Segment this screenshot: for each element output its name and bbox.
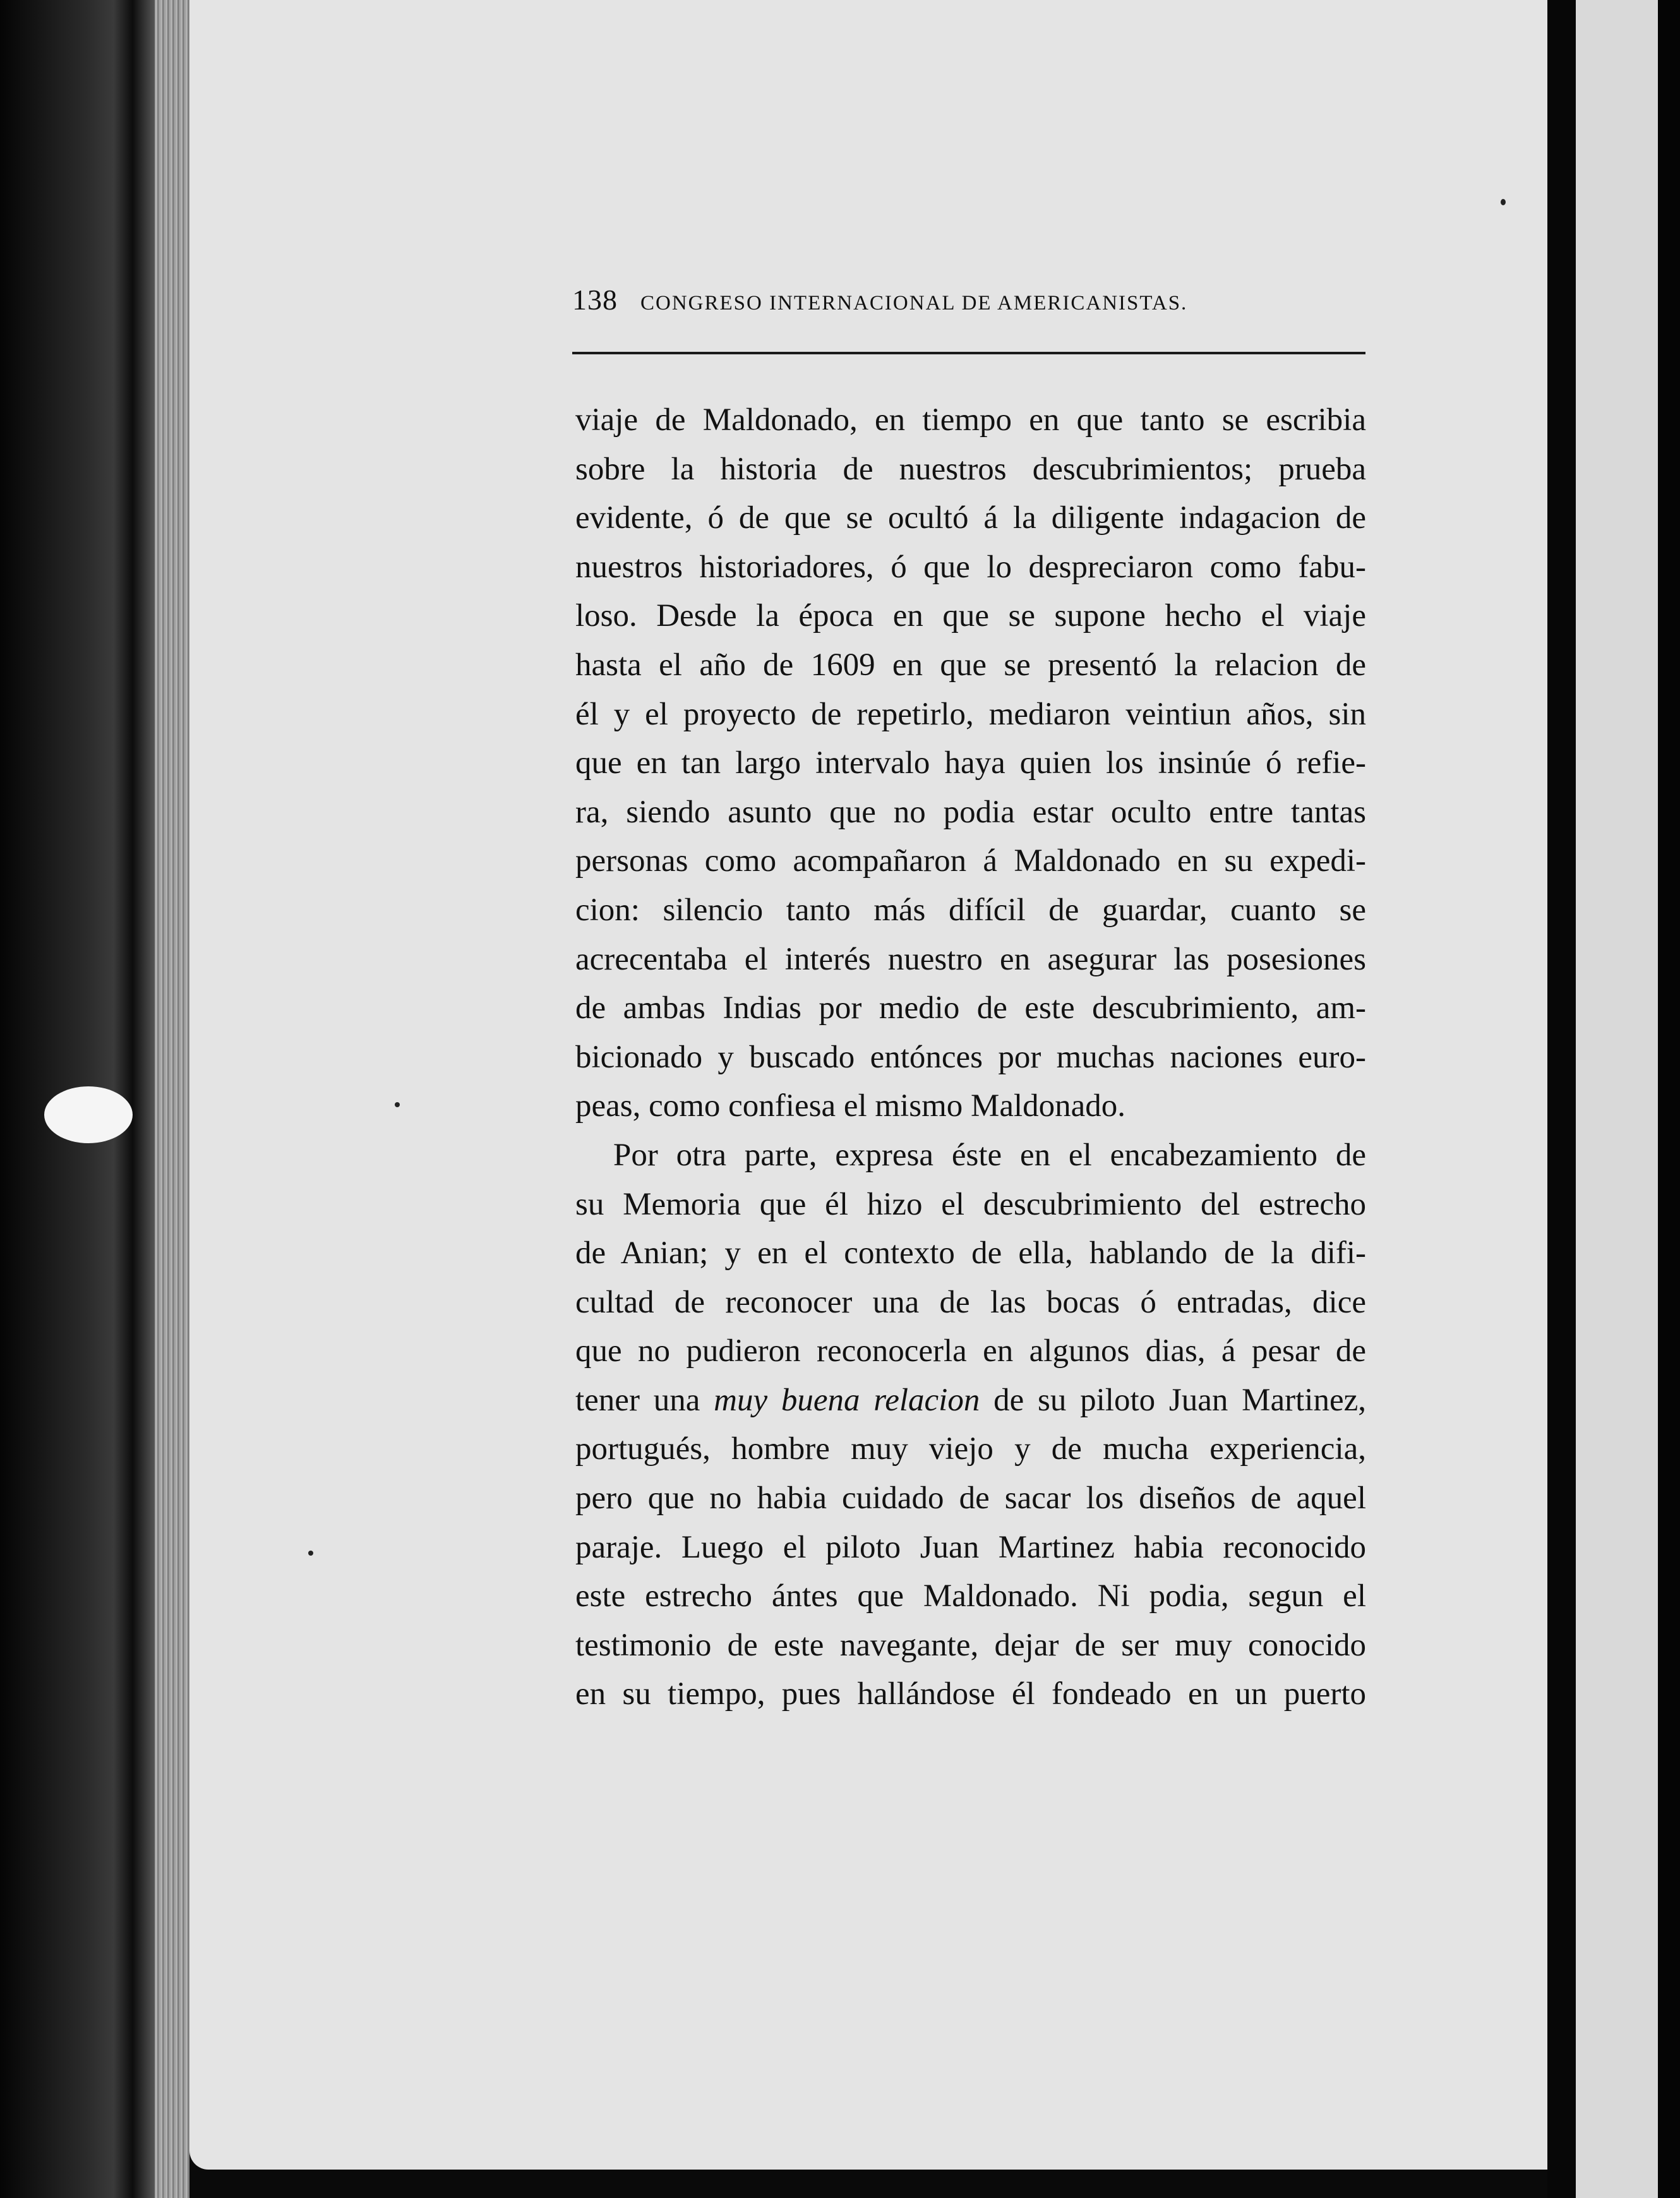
text-line: él y el proyecto de repetirlo, mediaron veintiun años, sin bbox=[575, 696, 1366, 732]
text-line: cultad de reconocer una de las bocas ó entradas, dice bbox=[575, 1284, 1366, 1320]
ink-speck bbox=[1501, 199, 1506, 205]
text-line: testimonio de este navegante, dejar de ser muy conocido bbox=[575, 1627, 1366, 1663]
body-text bbox=[575, 396, 1366, 1719]
running-title: CONGRESO INTERNACIONAL DE AMERICANISTAS. bbox=[640, 292, 1188, 315]
italic-phrase: muy buena relacion bbox=[714, 1382, 980, 1418]
bottom-shadow bbox=[189, 2170, 1547, 2198]
paragraph-start-line: Por otra parte, expresa éste en el encabezamiento de bbox=[613, 1137, 1366, 1173]
text-line: viaje de Maldonado, en tiempo en que tanto se escribia bbox=[575, 402, 1366, 438]
text-line: pero que no habia cuidado de sacar los diseños de aquel bbox=[575, 1480, 1366, 1516]
paper-damage-mark bbox=[44, 1086, 133, 1143]
text-line-mixed bbox=[575, 1376, 1366, 1426]
page-number: 138 bbox=[572, 284, 618, 316]
text-line: personas como acompañaron á Maldonado en su expedi- bbox=[575, 843, 1366, 879]
adjacent-page bbox=[1576, 0, 1658, 2198]
ink-speck bbox=[308, 1551, 313, 1556]
text-line: nuestros historiadores, ó que lo despreciaron como fabu- bbox=[575, 549, 1366, 585]
gutter-shadow bbox=[1547, 0, 1576, 2198]
header-rule bbox=[572, 352, 1365, 354]
text-line: que no pudieron reconocerla en algunos dias, á pesar de bbox=[575, 1333, 1366, 1369]
text-line: loso. Desde la época en que se supone hecho el viaje bbox=[575, 598, 1366, 634]
text-run: tener una bbox=[575, 1382, 714, 1418]
running-head bbox=[572, 283, 1362, 321]
text-line: hasta el año de 1609 en que se presentó la relacion de bbox=[575, 647, 1366, 683]
text-line: que en tan largo intervalo haya quien los insinúe ó refie- bbox=[575, 745, 1366, 781]
text-line: paraje. Luego el piloto Juan Martinez habia reconocido bbox=[575, 1529, 1366, 1565]
text-line: de Anian; y en el contexto de ella, hablando de la difi- bbox=[575, 1235, 1366, 1271]
text-line: portugués, hombre muy viejo y de mucha experiencia, bbox=[575, 1431, 1366, 1467]
text-line: sobre la historia de nuestros descubrimientos; prueba bbox=[575, 451, 1366, 487]
text-line: en su tiempo, pues hallándose él fondeado en un puerto bbox=[575, 1676, 1366, 1712]
text-line: ra, siendo asunto que no podia estar oculto entre tantas bbox=[575, 794, 1366, 830]
text-line: su Memoria que él hizo el descubrimiento del estrecho bbox=[575, 1186, 1366, 1222]
text-line: cion: silencio tanto más difícil de guardar, cuanto se bbox=[575, 892, 1366, 928]
text-line: evidente, ó de que se ocultó á la diligente indagacion de bbox=[575, 500, 1366, 536]
ink-speck bbox=[395, 1102, 400, 1107]
text-line: este estrecho ántes que Maldonado. Ni podia, segun el bbox=[575, 1578, 1366, 1614]
page-edges bbox=[155, 0, 189, 2198]
paragraph-end-line: peas, como confiesa el mismo Maldonado. bbox=[575, 1088, 1126, 1124]
text-line: acrecentaba el interés nuestro en asegurar las posesiones bbox=[575, 941, 1366, 977]
text-run: de su piloto Juan Martinez, bbox=[980, 1382, 1366, 1418]
text-line: bicionado y buscado entónces por muchas naciones euro- bbox=[575, 1039, 1366, 1075]
scan-edge bbox=[1658, 0, 1680, 2198]
text-line: de ambas Indias por medio de este descubrimiento, am- bbox=[575, 990, 1366, 1026]
